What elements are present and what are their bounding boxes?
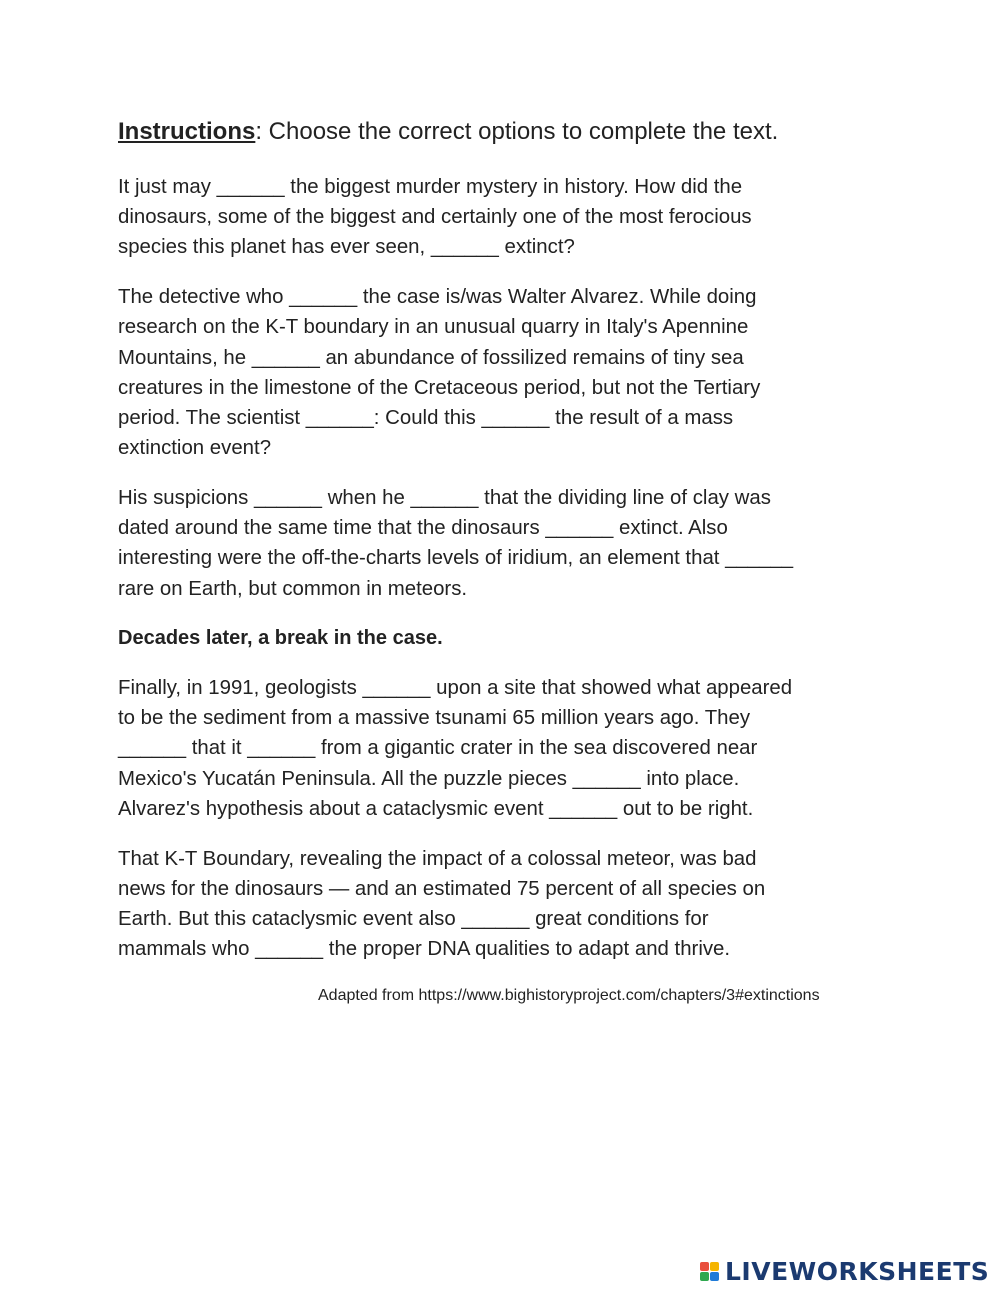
paragraph-line: Mountains, he ______ an abundance of fossilized remains of tiny sea xyxy=(118,346,744,369)
logo-square-icon xyxy=(710,1262,719,1271)
paragraph-line: news for the dinosaurs — and an estimated 75 percent of all species on xyxy=(118,877,766,900)
paragraph-line: It just may ______ the biggest murder mystery in history. How did the xyxy=(118,176,743,198)
paragraph-line: dinosaurs, some of the biggest and certainly one of the most ferocious xyxy=(118,206,752,229)
paragraph-5 xyxy=(118,844,888,965)
logo-square-icon xyxy=(700,1272,709,1281)
paragraph-line: to be the sediment from a massive tsunami 65 million years ago. They xyxy=(118,707,751,730)
brand-name: LIVEWORKSHEETS xyxy=(725,1256,990,1286)
logo-square-icon xyxy=(700,1262,709,1271)
paragraph-2 xyxy=(118,282,888,463)
brand-logo[interactable] xyxy=(700,1256,989,1286)
worksheet xyxy=(118,112,888,984)
paragraph-line: ______ that it ______ from a gigantic crater in the sea discovered near xyxy=(118,737,758,760)
section-heading: Decades later, a break in the case. xyxy=(118,627,443,650)
paragraph-line: research on the K-T boundary in an unusual quarry in Italy's Apennine xyxy=(118,316,749,339)
paragraph-line: creatures in the limestone of the Cretaceous period, but not the Tertiary xyxy=(118,376,761,399)
paragraph-line: Mexico's Yucatán Peninsula. All the puzzle pieces ______ into place. xyxy=(118,767,740,790)
paragraph-line: Finally, in 1991, geologists ______ upon a site that showed what appeared xyxy=(118,677,793,700)
instructions-label: Instructions xyxy=(118,118,256,145)
paragraph-line: period. The scientist ______: Could this ______ the result of a mass xyxy=(118,407,734,430)
liveworksheets-logo-icon xyxy=(700,1262,719,1281)
paragraph-line: His suspicions ______ when he ______ that the dividing line of clay was xyxy=(118,487,771,510)
paragraph-line: interesting were the off-the-charts levels of iridium, an element that ______ xyxy=(118,547,794,570)
paragraph-3 xyxy=(118,483,888,604)
paragraph-line: species this planet has ever seen, ______ extinct? xyxy=(118,236,575,259)
paragraph-line: Alvarez's hypothesis about a cataclysmic event ______ out to be right. xyxy=(118,797,754,820)
logo-square-icon xyxy=(710,1272,719,1281)
paragraph-4 xyxy=(118,673,888,824)
paragraph-line: dated around the same time that the dinosaurs ______ extinct. Also xyxy=(118,517,728,540)
paragraph-line: extinction event? xyxy=(118,437,272,460)
paragraph-line: Earth. But this cataclysmic event also ______ great conditions for xyxy=(118,908,709,931)
paragraph-line: mammals who ______ the proper DNA qualities to adapt and thrive. xyxy=(118,938,731,961)
paragraph-line: The detective who ______ the case is/was Walter Alvarez. While doing xyxy=(118,286,757,309)
paragraph-1 xyxy=(118,172,888,263)
paragraph-line: That K-T Boundary, revealing the impact of a colossal meteor, was bad xyxy=(118,847,757,870)
instructions xyxy=(118,112,888,152)
instructions-text: : Choose the correct options to complete the text. xyxy=(255,118,779,145)
source-citation: Adapted from https://www.bighistoryproject.com/chapters/3#extinctions xyxy=(318,987,820,1004)
paragraph-line: rare on Earth, but common in meteors. xyxy=(118,577,468,600)
